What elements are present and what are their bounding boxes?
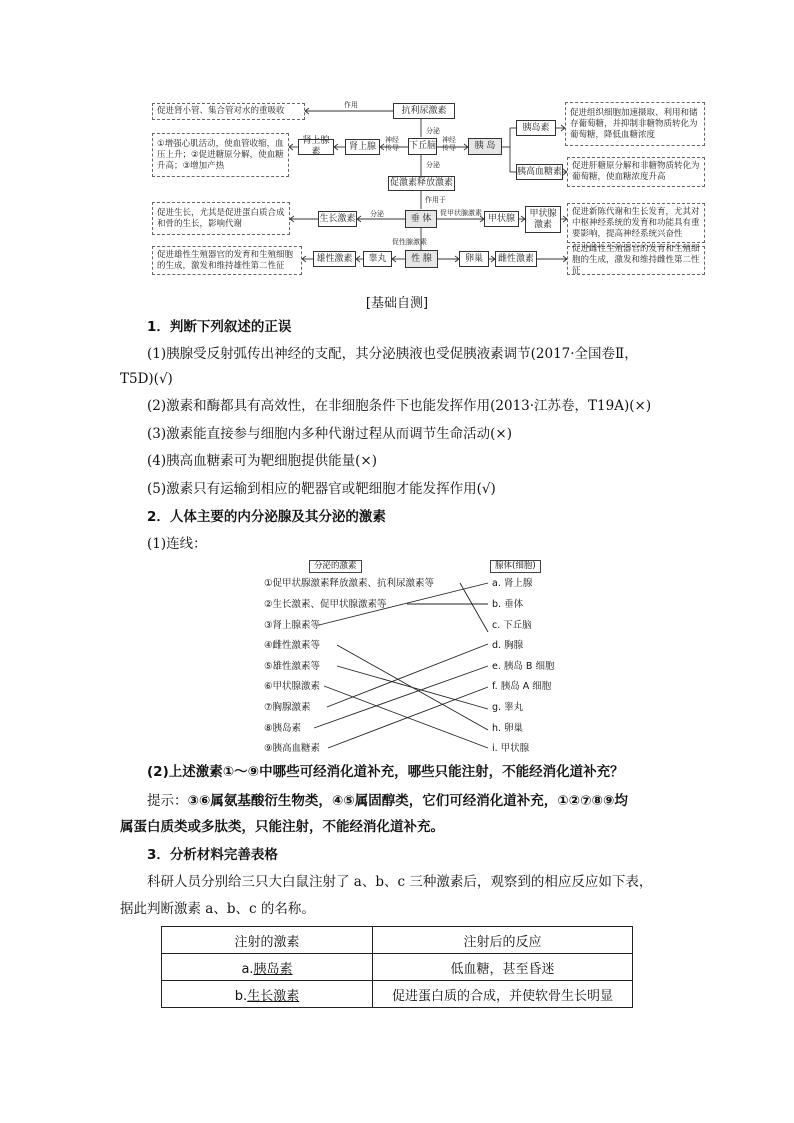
section-title: [基础自测] (365, 296, 429, 311)
left-item-9: ⑨胰高血糖素 (264, 743, 321, 754)
secrete-label-1: 分泌 (426, 127, 440, 135)
q2-hint-line2: 属蛋白质类或多肽类，只能注射，不能经消化道补充。 (120, 819, 444, 835)
left-item-4: ④雌性激素等 (264, 640, 321, 651)
q1-item-1-cont: T5D)(√) (120, 371, 173, 387)
q1-item-1: (1)胰腺受反射弧传出神经的支配，其分泌胰液也受促胰液素调节(2017·全国卷Ⅱ， (147, 346, 638, 362)
table-header-reaction: 注射后的反应 (373, 927, 633, 954)
table-row (162, 981, 633, 1008)
thyroxine-effect-box: 促进新陈代谢和生长发育，尤其对中枢神经系统的发育和功能具有重要影响，提高神经系统兴奋性 (567, 203, 705, 243)
adh-box: 抗利尿激素 (393, 103, 455, 119)
left-header: 分泌的激素 (309, 560, 362, 573)
epinephrine-effect-box: ①增强心肌活动，使血管收缩，血压上升；②促进糖原分解，使血糖升高；③增加产热 (152, 133, 289, 177)
hormone-regulation-diagram (0, 0, 794, 290)
matching-exercise (262, 558, 562, 758)
androgen-box: 雄性激素 (313, 251, 356, 267)
left-item-3: ③肾上腺素等 (264, 620, 321, 631)
q1-item-5: (5)激素只有运输到相应的靶器官或靶细胞才能发挥作用(√) (147, 481, 496, 497)
q2-sub1: (1)连线： (147, 536, 207, 552)
growth-hormone-box: 生长激素 (318, 211, 357, 227)
estrogen-box: 雌性激素 (495, 251, 537, 267)
q3-text-1: 科研人员分别给三只大白鼠注射了 a、b、c 三种激素后，观察到的相应反应如下表， (147, 874, 653, 890)
thyroid-box: 甲状腺 (484, 211, 519, 227)
tsh-label: 促甲状腺激素 (440, 209, 482, 217)
table-cell-hormone (162, 954, 373, 981)
left-item-1: ①促甲状腺激素释放激素、抗利尿激素等 (264, 578, 435, 589)
table-row (162, 954, 633, 981)
hormone-table (161, 926, 633, 1008)
left-item-5: ⑤雄性激素等 (264, 661, 321, 672)
q1-item-3: (3)激素能直接参与细胞内多种代谢过程从而调节生命活动(×) (147, 426, 512, 442)
releasing-hormone-box: 促激素释放激素 (388, 176, 455, 191)
q3-text-2: 据此判断激素 a、b、c 的名称。 (120, 901, 315, 917)
hypothalamus-box: 下丘脑 (408, 138, 437, 155)
nerve-label-1: 神经传导 (385, 136, 399, 152)
right-item-i: i. 甲状腺 (492, 743, 530, 754)
hormone-answer: 生长激素 (247, 988, 300, 1004)
q1-title: 1．判断下列叙述的正误 (147, 319, 292, 335)
pancreas-box: 胰 岛 (468, 138, 502, 155)
act-on-label: 作用于 (425, 196, 446, 204)
table-header-row (162, 927, 633, 954)
right-item-g: g. 睾丸 (492, 702, 524, 713)
right-header: 腺体(细胞) (490, 560, 541, 573)
table-cell-hormone (162, 981, 373, 1008)
right-item-c: c. 下丘脑 (492, 620, 532, 631)
testis-box: 睾丸 (363, 251, 392, 267)
table-cell-reaction: 低血糖，甚至昏迷 (373, 954, 633, 981)
act-label: 作用 (344, 101, 358, 109)
table-header-hormone: 注射的激素 (162, 927, 373, 954)
left-item-7: ⑦胸腺激素 (264, 702, 311, 713)
hint-label: 提示： (147, 793, 188, 809)
insulin-box: 胰岛素 (516, 120, 556, 136)
table-cell-reaction: 促进蛋白质的合成，并使软骨生长明显 (373, 981, 633, 1008)
glucagon-effect-box: 促进肝糖原分解和非糖物质转化为葡萄糖，使血糖浓度升高 (567, 157, 705, 187)
left-item-8: ⑧胰岛素 (264, 723, 302, 734)
right-item-d: d. 胸腺 (492, 640, 524, 651)
nerve-label-2: 神经传导 (442, 136, 456, 152)
pituitary-box: 垂 体 (405, 210, 437, 228)
insulin-effect-box: 促进组织细胞加速摄取、利用和储存葡萄糖，并抑制非糖物质转化为葡萄糖，降低血糖浓度 (565, 102, 705, 146)
right-item-f: f. 胰岛 A 细胞 (492, 681, 552, 692)
secrete-label-2: 分泌 (426, 161, 440, 169)
q2-title: 2．人体主要的内分泌腺及其分泌的激素 (147, 509, 386, 525)
row-prefix: a. (241, 961, 254, 977)
adh-effect-box: 促进肾小管、集合管对水的重吸收 (152, 103, 305, 120)
q1-item-2: (2)激素和酶都具有高效性，在非细胞条件下也能发挥作用(2013·江苏卷，T19A)(×) (147, 398, 652, 414)
secrete-label-3: 分泌 (370, 210, 384, 218)
androgen-effect-box: 促进雄性生殖器官的发育和生殖细胞的生成，激发和维持雄性第二性征 (152, 246, 302, 275)
ovary-box: 卵巢 (459, 251, 489, 267)
row-prefix: b. (234, 988, 248, 1004)
right-item-b: b. 垂体 (492, 599, 524, 610)
right-item-e: e. 胰岛 B 细胞 (492, 661, 555, 672)
q1-item-4: (4)胰高血糖素可为靶细胞提供能量(×) (147, 453, 377, 469)
glucagon-box: 胰高血糖素 (516, 164, 563, 180)
gonadotropin-label: 促性腺激素 (392, 238, 427, 246)
gh-effect-box: 促进生长，尤其是促进蛋白质合成和骨的生长，影响代谢 (152, 202, 290, 235)
q3-title: 3．分析材料完善表格 (147, 847, 278, 863)
epinephrine-box: 肾上腺素 (298, 139, 334, 155)
q2-sub2: (2)上述激素①～⑨中哪些可经消化道补充，哪些只能注射，不能经消化道补充？ (147, 764, 624, 780)
gonad-box: 性 腺 (405, 250, 438, 268)
right-item-a: a. 肾上腺 (492, 578, 533, 589)
q2-hint-line1 (147, 792, 794, 810)
estrogen-effect-box: 促进雌性生殖器官的发育和生殖细胞的生成，激发和维持雌性第二性征 (567, 246, 705, 275)
left-item-2: ②生长激素、促甲状腺激素等 (264, 599, 387, 610)
adrenal-gland-box: 肾上腺 (345, 139, 380, 155)
left-item-6: ⑥甲状腺激素 (264, 681, 321, 692)
right-item-h: h. 卵巢 (492, 723, 524, 734)
hint-text-1: ③⑥属氨基酸衍生物类，④⑤属固醇类，它们可经消化道补充，①②⑦⑧⑨均 (187, 793, 628, 809)
thyroxine-box: 甲状腺激素 (525, 206, 561, 233)
hormone-answer: 胰岛素 (253, 961, 293, 977)
